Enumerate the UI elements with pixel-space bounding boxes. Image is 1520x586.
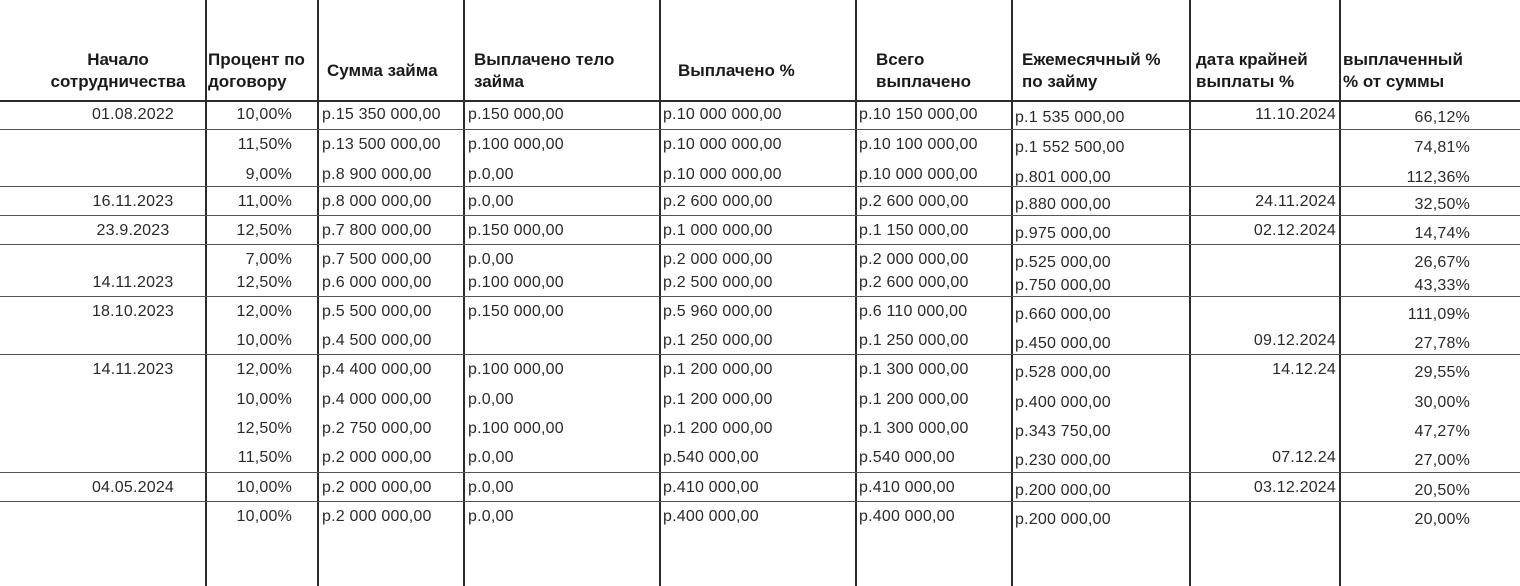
cell-paid-percent[interactable]: 43,33% <box>1414 277 1470 294</box>
cell-monthly-interest[interactable]: р.343 750,00 <box>1015 423 1111 440</box>
cell-paid-percent[interactable]: 26,67% <box>1414 254 1470 271</box>
cell-last-payment-date[interactable]: 14.12.24 <box>1272 361 1336 378</box>
header-line: Выплачено % <box>678 61 795 80</box>
header-line: Начало <box>87 50 149 69</box>
cell-last-payment-date[interactable]: 24.11.2024 <box>1255 193 1336 210</box>
row-divider <box>0 186 1520 187</box>
cell-monthly-interest[interactable]: р.1 552 500,00 <box>1015 139 1125 156</box>
header-paid-percent <box>1343 49 1463 93</box>
header-line: Всего <box>876 50 925 69</box>
cell-last-payment-date[interactable]: 09.12.2024 <box>1253 332 1336 349</box>
cell-body-paid[interactable]: р.100 000,00 <box>468 274 564 291</box>
cell-total-paid[interactable]: р.2 600 000,00 <box>859 274 969 291</box>
cell-total-paid[interactable]: р.400 000,00 <box>859 508 955 525</box>
cell-loan-amount[interactable]: р.2 000 000,00 <box>322 479 432 496</box>
header-line: Сумма займа <box>327 61 438 80</box>
cell-total-paid[interactable]: р.410 000,00 <box>859 479 955 496</box>
cell-contract-rate[interactable]: 11,50% <box>237 136 292 153</box>
header-line: % от суммы <box>1343 72 1445 91</box>
cell-last-payment-date[interactable]: 02.12.2024 <box>1253 222 1336 239</box>
cell-monthly-interest[interactable]: р.660 000,00 <box>1015 306 1111 323</box>
cell-monthly-interest[interactable]: р.1 535 000,00 <box>1015 109 1125 126</box>
cell-body-paid[interactable]: р.100 000,00 <box>468 136 564 153</box>
cell-monthly-interest[interactable]: р.750 000,00 <box>1015 277 1111 294</box>
cell-contract-rate[interactable]: 9,00% <box>245 166 292 183</box>
cell-paid-percent[interactable]: 27,00% <box>1414 452 1470 469</box>
cell-loan-amount[interactable]: р.4 500 000,00 <box>322 332 432 349</box>
cell-contract-rate[interactable]: 11,50% <box>237 449 292 466</box>
cell-interest-paid[interactable]: р.1 200 000,00 <box>663 361 773 378</box>
header-line: Выплачено тело <box>474 50 615 69</box>
cell-loan-amount[interactable]: р.7 800 000,00 <box>322 222 432 239</box>
cell-contract-rate[interactable]: 10,00% <box>236 106 292 123</box>
cell-loan-amount[interactable]: р.2 000 000,00 <box>322 449 432 466</box>
cell-total-paid[interactable]: р.2 000 000,00 <box>859 251 969 268</box>
header-line: дата крайней <box>1196 50 1308 69</box>
header-loan-amount <box>327 60 438 82</box>
header-interest-paid <box>678 60 795 82</box>
cell-loan-amount[interactable]: р.15 350 000,00 <box>322 106 441 123</box>
cell-loan-amount[interactable]: р.2 750 000,00 <box>322 420 432 437</box>
cell-loan-amount[interactable]: р.8 900 000,00 <box>322 166 432 183</box>
cell-body-paid[interactable]: р.0,00 <box>468 251 514 268</box>
row-divider <box>0 354 1520 355</box>
row-divider <box>0 215 1520 216</box>
cell-start-date[interactable]: 01.08.2022 <box>91 106 175 123</box>
row-divider <box>0 296 1520 297</box>
cell-loan-amount[interactable]: р.4 400 000,00 <box>322 361 432 378</box>
cell-paid-percent[interactable]: 30,00% <box>1414 394 1470 411</box>
cell-loan-amount[interactable]: р.8 000 000,00 <box>322 193 432 210</box>
cell-interest-paid[interactable]: р.1 200 000,00 <box>663 391 773 408</box>
header-line: Процент по <box>208 50 305 69</box>
cell-total-paid[interactable]: р.1 250 000,00 <box>859 332 969 349</box>
cell-total-paid[interactable]: р.540 000,00 <box>859 449 955 466</box>
cell-contract-rate[interactable]: 10,00% <box>236 479 292 496</box>
cell-contract-rate[interactable]: 12,00% <box>236 303 292 320</box>
cell-total-paid[interactable]: р.1 200 000,00 <box>859 391 969 408</box>
cell-total-paid[interactable]: р.1 300 000,00 <box>859 420 969 437</box>
cell-monthly-interest[interactable]: р.525 000,00 <box>1015 254 1111 271</box>
cell-monthly-interest[interactable]: р.450 000,00 <box>1015 335 1111 352</box>
cell-loan-amount[interactable]: р.7 500 000,00 <box>322 251 432 268</box>
cell-start-date[interactable]: 14.11.2023 <box>92 361 174 378</box>
cell-contract-rate[interactable]: 10,00% <box>236 508 292 525</box>
cell-interest-paid[interactable]: р.400 000,00 <box>663 508 759 525</box>
row-divider <box>0 472 1520 473</box>
header-total-paid <box>876 49 971 93</box>
column-divider <box>659 0 661 586</box>
cell-interest-paid[interactable]: р.5 960 000,00 <box>663 303 773 320</box>
cell-contract-rate[interactable]: 12,50% <box>236 420 292 437</box>
cell-total-paid[interactable]: р.10 150 000,00 <box>859 106 978 123</box>
header-line: выплачено <box>876 72 972 91</box>
cell-paid-percent[interactable]: 20,50% <box>1414 482 1470 499</box>
cell-last-payment-date[interactable]: 03.12.2024 <box>1253 479 1336 496</box>
header-contract-rate <box>208 49 305 93</box>
cell-body-paid[interactable]: р.0,00 <box>468 391 514 408</box>
cell-body-paid[interactable]: р.0,00 <box>468 508 514 525</box>
cell-loan-amount[interactable]: р.13 500 000,00 <box>322 136 441 153</box>
cell-start-date[interactable]: 16.11.2023 <box>92 193 174 210</box>
cell-paid-percent[interactable]: 29,55% <box>1414 364 1470 381</box>
column-divider <box>1189 0 1191 586</box>
cell-paid-percent[interactable]: 27,78% <box>1414 335 1470 352</box>
cell-total-paid[interactable]: р.10 000 000,00 <box>859 166 978 183</box>
row-divider <box>0 501 1520 502</box>
cell-body-paid[interactable]: р.100 000,00 <box>468 420 564 437</box>
cell-paid-percent[interactable]: 47,27% <box>1414 423 1470 440</box>
header-line: сотрудничества <box>50 72 186 91</box>
cell-start-date[interactable]: 23.9.2023 <box>96 222 170 239</box>
cell-interest-paid[interactable]: р.10 000 000,00 <box>663 136 782 153</box>
cell-loan-amount[interactable]: р.4 000 000,00 <box>322 391 432 408</box>
cell-interest-paid[interactable]: р.540 000,00 <box>663 449 759 466</box>
cell-interest-paid[interactable]: р.10 000 000,00 <box>663 106 782 123</box>
cell-body-paid[interactable]: р.150 000,00 <box>468 106 564 123</box>
header-start-date <box>30 49 206 93</box>
header-last-payment-date <box>1196 49 1308 93</box>
cell-monthly-interest[interactable]: р.528 000,00 <box>1015 364 1111 381</box>
cell-start-date[interactable]: 18.10.2023 <box>91 303 175 320</box>
header-line: выплаченный <box>1343 50 1463 69</box>
cell-start-date[interactable]: 14.11.2023 <box>92 274 174 291</box>
cell-interest-paid[interactable]: р.1 200 000,00 <box>663 420 773 437</box>
cell-body-paid[interactable]: р.0,00 <box>468 166 514 183</box>
cell-contract-rate[interactable]: 7,00% <box>245 251 292 268</box>
cell-body-paid[interactable]: р.100 000,00 <box>468 361 564 378</box>
cell-monthly-interest[interactable]: р.400 000,00 <box>1015 394 1111 411</box>
cell-total-paid[interactable]: р.2 600 000,00 <box>859 193 969 210</box>
cell-contract-rate[interactable]: 12,50% <box>236 222 292 239</box>
cell-interest-paid[interactable]: р.2 500 000,00 <box>663 274 773 291</box>
cell-body-paid[interactable]: р.0,00 <box>468 193 514 210</box>
cell-monthly-interest[interactable]: р.880 000,00 <box>1015 196 1111 213</box>
cell-loan-amount[interactable]: р.5 500 000,00 <box>322 303 432 320</box>
cell-loan-amount[interactable]: р.6 000 000,00 <box>322 274 432 291</box>
column-divider <box>317 0 319 586</box>
cell-interest-paid[interactable]: р.2 000 000,00 <box>663 251 773 268</box>
cell-paid-percent[interactable]: 20,00% <box>1414 511 1470 528</box>
cell-monthly-interest[interactable]: р.230 000,00 <box>1015 452 1111 469</box>
cell-contract-rate[interactable]: 12,00% <box>236 361 292 378</box>
cell-contract-rate[interactable]: 10,00% <box>236 391 292 408</box>
header-monthly-interest <box>1022 49 1161 93</box>
cell-last-payment-date[interactable]: 07.12.24 <box>1272 449 1336 466</box>
cell-total-paid[interactable]: р.10 100 000,00 <box>859 136 978 153</box>
header-line: договору <box>208 72 287 91</box>
cell-interest-paid[interactable]: р.10 000 000,00 <box>663 166 782 183</box>
cell-contract-rate[interactable]: 10,00% <box>236 332 292 349</box>
cell-start-date[interactable]: 04.05.2024 <box>91 479 175 496</box>
cell-body-paid[interactable]: р.150 000,00 <box>468 222 564 239</box>
header-body-paid <box>474 49 614 93</box>
cell-paid-percent[interactable]: 14,74% <box>1414 225 1470 242</box>
cell-interest-paid[interactable]: р.2 600 000,00 <box>663 193 773 210</box>
cell-total-paid[interactable]: р.1 300 000,00 <box>859 361 969 378</box>
cell-total-paid[interactable]: р.6 110 000,00 <box>859 303 968 320</box>
cell-paid-percent[interactable]: 111,09% <box>1407 306 1470 323</box>
cell-monthly-interest[interactable]: р.975 000,00 <box>1015 225 1111 242</box>
row-divider <box>0 244 1520 245</box>
cell-contract-rate[interactable]: 12,50% <box>236 274 292 291</box>
header-line: займа <box>474 72 524 91</box>
cell-monthly-interest[interactable]: р.200 000,00 <box>1015 511 1111 528</box>
column-divider <box>1011 0 1013 586</box>
cell-contract-rate[interactable]: 11,00% <box>237 193 292 210</box>
cell-interest-paid[interactable]: р.410 000,00 <box>663 479 759 496</box>
cell-paid-percent[interactable]: 66,12% <box>1414 109 1470 126</box>
column-divider <box>463 0 465 586</box>
row-divider <box>0 100 1520 102</box>
cell-interest-paid[interactable]: р.1 250 000,00 <box>663 332 773 349</box>
header-line: выплаты % <box>1196 72 1295 91</box>
column-divider <box>855 0 857 586</box>
cell-paid-percent[interactable]: 74,81% <box>1414 139 1470 156</box>
cell-body-paid[interactable]: р.0,00 <box>468 449 514 466</box>
cell-monthly-interest[interactable]: р.801 000,00 <box>1015 169 1111 186</box>
cell-total-paid[interactable]: р.1 150 000,00 <box>859 222 969 239</box>
cell-body-paid[interactable]: р.150 000,00 <box>468 303 564 320</box>
cell-body-paid[interactable]: р.0,00 <box>468 479 514 496</box>
cell-last-payment-date[interactable]: 11.10.2024 <box>1255 106 1336 123</box>
cell-paid-percent[interactable]: 32,50% <box>1414 196 1470 213</box>
header-line: Ежемесячный % <box>1022 50 1161 69</box>
row-divider <box>0 129 1520 130</box>
cell-loan-amount[interactable]: р.2 000 000,00 <box>322 508 432 525</box>
cell-paid-percent[interactable]: 112,36% <box>1406 169 1470 186</box>
cell-interest-paid[interactable]: р.1 000 000,00 <box>663 222 773 239</box>
header-line: по займу <box>1022 72 1098 91</box>
cell-monthly-interest[interactable]: р.200 000,00 <box>1015 482 1111 499</box>
